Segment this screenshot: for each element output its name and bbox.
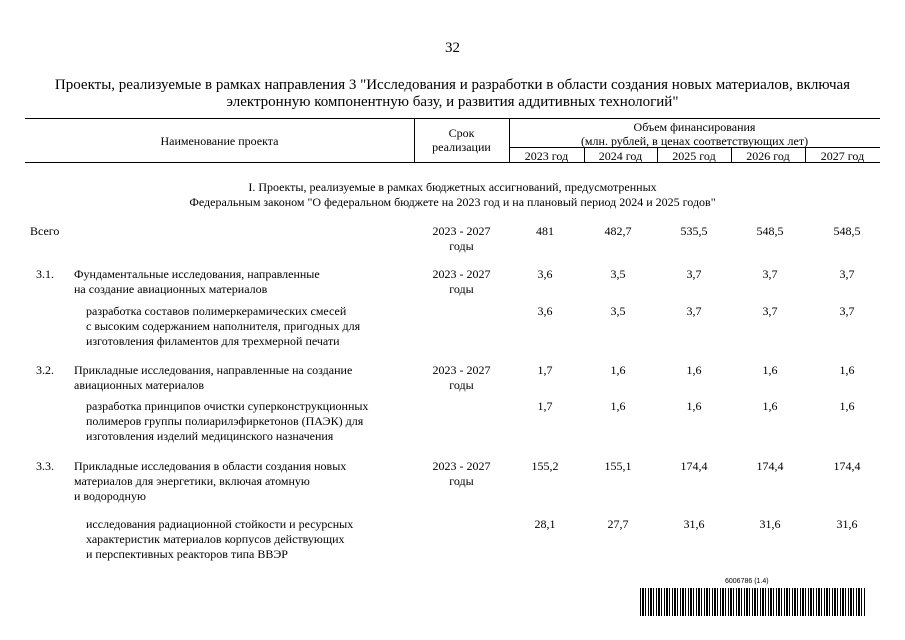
row-name-line-3: и водородную <box>74 489 146 503</box>
row-term-line-1: 2023 - 2027 <box>432 363 491 377</box>
header-term-line-1: Срок <box>448 126 475 140</box>
value-2025: 1,6 <box>686 363 702 377</box>
section-title <box>30 180 875 210</box>
value-2024: 3,5 <box>610 267 626 281</box>
row-name <box>74 267 320 297</box>
row-name-line-1: исследования радиационной стойкости и ресурсных <box>86 517 354 531</box>
value-2026: 31,6 <box>759 517 781 531</box>
row-name <box>86 304 360 349</box>
row-term <box>414 363 509 393</box>
value-2026: 1,6 <box>762 363 778 377</box>
row-name-line-3: изготовления изделий медицинского назначения <box>86 429 334 443</box>
row-name-line-2: с высоким содержанием наполнителя, пригодных для <box>86 319 361 333</box>
value-2027: 1,6 <box>839 363 855 377</box>
value-2023: 155,2 <box>531 459 559 473</box>
row-term-line-2: годы <box>449 239 474 253</box>
value-2027: 3,7 <box>839 267 855 281</box>
value-2023: 3,6 <box>537 304 553 318</box>
row-term <box>414 267 509 297</box>
row-name-line-1: разработка составов полимеркерамических смесей <box>86 304 347 318</box>
row-name: Всего <box>30 224 60 238</box>
row-name <box>74 363 352 393</box>
value-2023: 1,7 <box>537 363 553 377</box>
value-2026: 1,6 <box>762 399 778 413</box>
header-funding-line-2: (млн. рублей, в ценах соответствующих лет) <box>580 134 809 148</box>
header-funding-line-1: Объем финансирования <box>633 120 756 134</box>
title-line-2: электронную компонентную базу, и развития аддитивных технологий" <box>226 94 679 110</box>
page-title <box>30 77 875 111</box>
header-project-name: Наименование проекта <box>160 134 279 148</box>
row-name <box>86 399 368 444</box>
value-2025: 31,6 <box>683 517 705 531</box>
value-2023: 3,6 <box>537 267 553 281</box>
value-2024: 27,7 <box>607 517 629 531</box>
value-2025: 1,6 <box>686 399 702 413</box>
row-term-line-2: годы <box>449 282 474 296</box>
row-name-line-3: изготовления филаментов для трехмерной печати <box>86 334 340 348</box>
value-2026: 548,5 <box>756 224 784 238</box>
value-2025: 3,7 <box>686 267 702 281</box>
value-2027: 174,4 <box>833 459 861 473</box>
value-2025: 3,7 <box>686 304 702 318</box>
row-name-line-1: Прикладные исследования, направленные на создание <box>74 363 353 377</box>
row-name-line-1: Прикладные исследования в области создания новых <box>74 459 347 473</box>
header-year-2023: 2023 год <box>524 149 569 163</box>
value-2027: 548,5 <box>833 224 861 238</box>
value-2027: 1,6 <box>839 399 855 413</box>
header-top-rule <box>25 118 880 119</box>
value-2025: 174,4 <box>680 459 708 473</box>
row-name-line-2: характеристик материалов корпусов действующих <box>86 532 345 546</box>
value-2024: 3,5 <box>610 304 626 318</box>
page-number: 32 <box>445 40 460 56</box>
row-name <box>74 459 346 504</box>
header-year-2024: 2024 год <box>598 149 643 163</box>
value-2024: 155,1 <box>604 459 632 473</box>
row-name-line-1: разработка принципов очистки суперконструкционных <box>86 399 369 413</box>
section-title-line-1: I. Проекты, реализуемые в рамках бюджетных ассигнований, предусмотренных <box>248 180 657 194</box>
value-2026: 174,4 <box>756 459 784 473</box>
row-name-line-2: полимеров группы полиарилэфиркетонов (ПАЭК) для <box>86 414 364 428</box>
value-2026: 3,7 <box>762 267 778 281</box>
value-2025: 535,5 <box>680 224 708 238</box>
value-2027: 31,6 <box>836 517 858 531</box>
row-name-line-2: материалов для энергетики, включая атомную <box>74 474 310 488</box>
row-name-line-2: на создание авиационных материалов <box>74 282 268 296</box>
row-number: 3.3. <box>36 459 54 473</box>
title-line-1: Проекты, реализуемые в рамках направления 3 "Исследования и разработки в области создания новых материалов, включая <box>54 77 851 93</box>
row-term-line-2: годы <box>449 378 474 392</box>
header-year-2026: 2026 год <box>746 149 790 163</box>
row-name-line-2: авиационных материалов <box>74 378 205 392</box>
row-number: 3.2. <box>36 363 54 377</box>
value-2023: 481 <box>536 224 554 238</box>
row-term-line-1: 2023 - 2027 <box>432 224 491 238</box>
row-name-line-3: и перспективных реакторов типа ВВЭР <box>86 547 288 561</box>
header-term <box>414 126 509 154</box>
value-2026: 3,7 <box>762 304 778 318</box>
row-term-line-2: годы <box>449 474 474 488</box>
header-term-line-2: реализации <box>432 140 491 154</box>
section-title-line-2: Федеральным законом "О федеральном бюджете на 2023 год и на плановый период 2024 и 2025 годов" <box>189 195 716 209</box>
header-funding <box>509 120 880 148</box>
header-year-2025: 2025 год <box>672 149 716 163</box>
value-2023: 1,7 <box>537 399 553 413</box>
value-2024: 1,6 <box>610 363 626 377</box>
row-name <box>86 517 353 562</box>
header-year-2027: 2027 год <box>820 149 865 163</box>
row-number: 3.1. <box>36 267 54 281</box>
value-2024: 1,6 <box>610 399 626 413</box>
row-name-line-1: Фундаментальные исследования, направленные <box>74 267 320 281</box>
value-2023: 28,1 <box>534 517 556 531</box>
row-term <box>414 224 509 254</box>
row-term <box>414 459 509 489</box>
row-term-line-1: 2023 - 2027 <box>432 459 491 473</box>
row-term-line-1: 2023 - 2027 <box>432 267 491 281</box>
barcode-label: 6006786 (1.4) <box>725 578 769 585</box>
value-2024: 482,7 <box>604 224 632 238</box>
barcode-image <box>640 588 866 616</box>
value-2027: 3,7 <box>839 304 855 318</box>
